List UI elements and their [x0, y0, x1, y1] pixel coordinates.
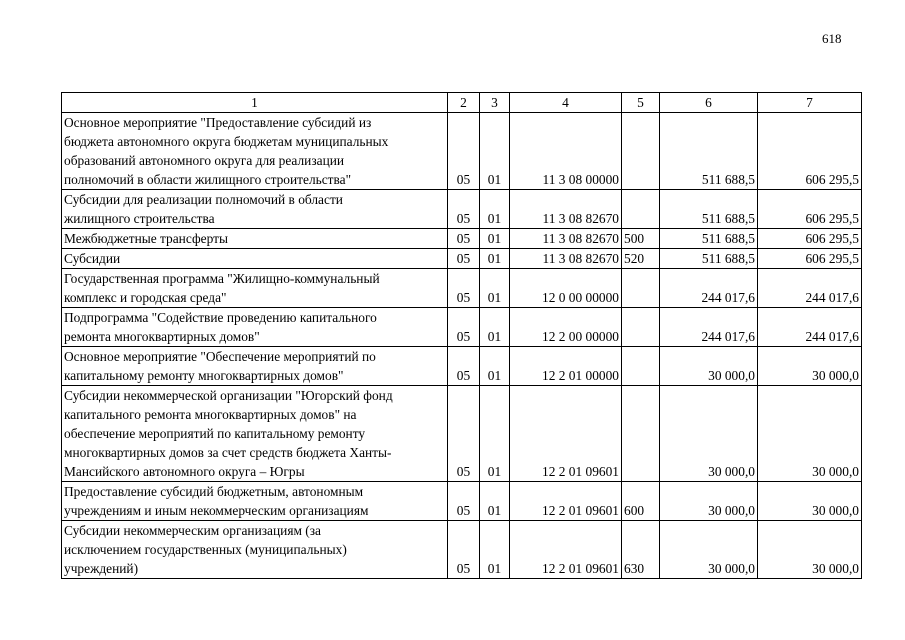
- header-col-6: 6: [660, 93, 758, 113]
- row-expense-type: 630: [622, 521, 660, 579]
- row-target-code: 12 2 01 00000: [510, 347, 622, 386]
- table-row: [62, 386, 862, 482]
- row-subsection: 01: [480, 269, 510, 308]
- row-amount-1: 30 000,0: [660, 386, 758, 482]
- row-expense-type: [622, 113, 660, 190]
- row-subsection: 01: [480, 386, 510, 482]
- row-subsection: 01: [480, 190, 510, 229]
- row-name: Субсидии для реализации полномочий в области жилищного строительства: [62, 190, 448, 229]
- row-target-code: 11 3 08 82670: [510, 249, 622, 269]
- row-amount-2: 30 000,0: [758, 521, 862, 579]
- table-row: [62, 521, 862, 579]
- row-subsection: 01: [480, 482, 510, 521]
- row-subsection: 01: [480, 113, 510, 190]
- page-number: 618: [822, 31, 842, 46]
- header-row: [62, 93, 862, 113]
- row-amount-2: 30 000,0: [758, 482, 862, 521]
- row-target-code: 12 2 01 09601: [510, 386, 622, 482]
- row-amount-1: 244 017,6: [660, 308, 758, 347]
- row-section: 05: [448, 482, 480, 521]
- row-amount-1: 244 017,6: [660, 269, 758, 308]
- table-row: [62, 190, 862, 229]
- row-target-code: 12 0 00 00000: [510, 269, 622, 308]
- row-section: 05: [448, 269, 480, 308]
- table-row: [62, 347, 862, 386]
- row-name: Основное мероприятие "Предоставление субсидий из бюджета автономного округа бюджетам муниципальных образований автономного округа для реализации полномочий в области жилищного строительства": [62, 113, 448, 190]
- header-col-5: 5: [622, 93, 660, 113]
- row-expense-type: [622, 347, 660, 386]
- row-amount-1: 511 688,5: [660, 229, 758, 249]
- row-amount-1: 511 688,5: [660, 113, 758, 190]
- row-amount-2: 244 017,6: [758, 308, 862, 347]
- row-expense-type: [622, 308, 660, 347]
- row-target-code: 12 2 00 00000: [510, 308, 622, 347]
- row-section: 05: [448, 347, 480, 386]
- table-row: [62, 269, 862, 308]
- header-col-1: 1: [62, 93, 448, 113]
- header-col-4: 4: [510, 93, 622, 113]
- row-target-code: 12 2 01 09601: [510, 521, 622, 579]
- header-col-7: 7: [758, 93, 862, 113]
- table-row: [62, 249, 862, 269]
- row-name: Межбюджетные трансферты: [62, 229, 448, 249]
- row-expense-type: 500: [622, 229, 660, 249]
- row-subsection: 01: [480, 521, 510, 579]
- row-section: 05: [448, 521, 480, 579]
- row-subsection: 01: [480, 249, 510, 269]
- row-name: Субсидии: [62, 249, 448, 269]
- row-name: Субсидии некоммерческим организациям (за исключением государственных (муниципальных) учреждений): [62, 521, 448, 579]
- budget-table: [61, 92, 862, 579]
- row-amount-2: 606 295,5: [758, 229, 862, 249]
- table-row: [62, 113, 862, 190]
- row-name: Предоставление субсидий бюджетным, автономным учреждениям и иным некоммерческим организациям: [62, 482, 448, 521]
- row-target-code: 11 3 08 82670: [510, 229, 622, 249]
- row-target-code: 11 3 08 00000: [510, 113, 622, 190]
- row-expense-type: [622, 386, 660, 482]
- row-section: 05: [448, 113, 480, 190]
- row-section: 05: [448, 229, 480, 249]
- row-expense-type: [622, 190, 660, 229]
- row-target-code: 11 3 08 82670: [510, 190, 622, 229]
- row-name: Субсидии некоммерческой организации "Югорский фонд капитального ремонта многоквартирных домов" на обеспечение мероприятий по капитальному ремонту многоквартирных домов за счет средств бюджета Ханты- Мансийского автономного округа – Югры: [62, 386, 448, 482]
- table-row: [62, 482, 862, 521]
- row-expense-type: [622, 269, 660, 308]
- row-name: Основное мероприятие "Обеспечение мероприятий по капитальному ремонту многоквартирных домов": [62, 347, 448, 386]
- row-name: Государственная программа "Жилищно-коммунальный комплекс и городская среда": [62, 269, 448, 308]
- row-amount-1: 30 000,0: [660, 482, 758, 521]
- row-section: 05: [448, 386, 480, 482]
- table-row: [62, 308, 862, 347]
- row-subsection: 01: [480, 308, 510, 347]
- row-amount-2: 30 000,0: [758, 347, 862, 386]
- row-amount-2: 244 017,6: [758, 269, 862, 308]
- table-row: [62, 229, 862, 249]
- row-amount-2: 30 000,0: [758, 386, 862, 482]
- row-name: Подпрограмма "Содействие проведению капитального ремонта многоквартирных домов": [62, 308, 448, 347]
- header-col-3: 3: [480, 93, 510, 113]
- row-subsection: 01: [480, 347, 510, 386]
- row-subsection: 01: [480, 229, 510, 249]
- row-expense-type: 520: [622, 249, 660, 269]
- row-section: 05: [448, 190, 480, 229]
- row-amount-1: 511 688,5: [660, 190, 758, 229]
- header-col-2: 2: [448, 93, 480, 113]
- row-amount-2: 606 295,5: [758, 249, 862, 269]
- row-amount-1: 30 000,0: [660, 521, 758, 579]
- row-amount-1: 30 000,0: [660, 347, 758, 386]
- row-amount-2: 606 295,5: [758, 113, 862, 190]
- row-section: 05: [448, 308, 480, 347]
- row-section: 05: [448, 249, 480, 269]
- row-target-code: 12 2 01 09601: [510, 482, 622, 521]
- row-amount-1: 511 688,5: [660, 249, 758, 269]
- row-amount-2: 606 295,5: [758, 190, 862, 229]
- row-expense-type: 600: [622, 482, 660, 521]
